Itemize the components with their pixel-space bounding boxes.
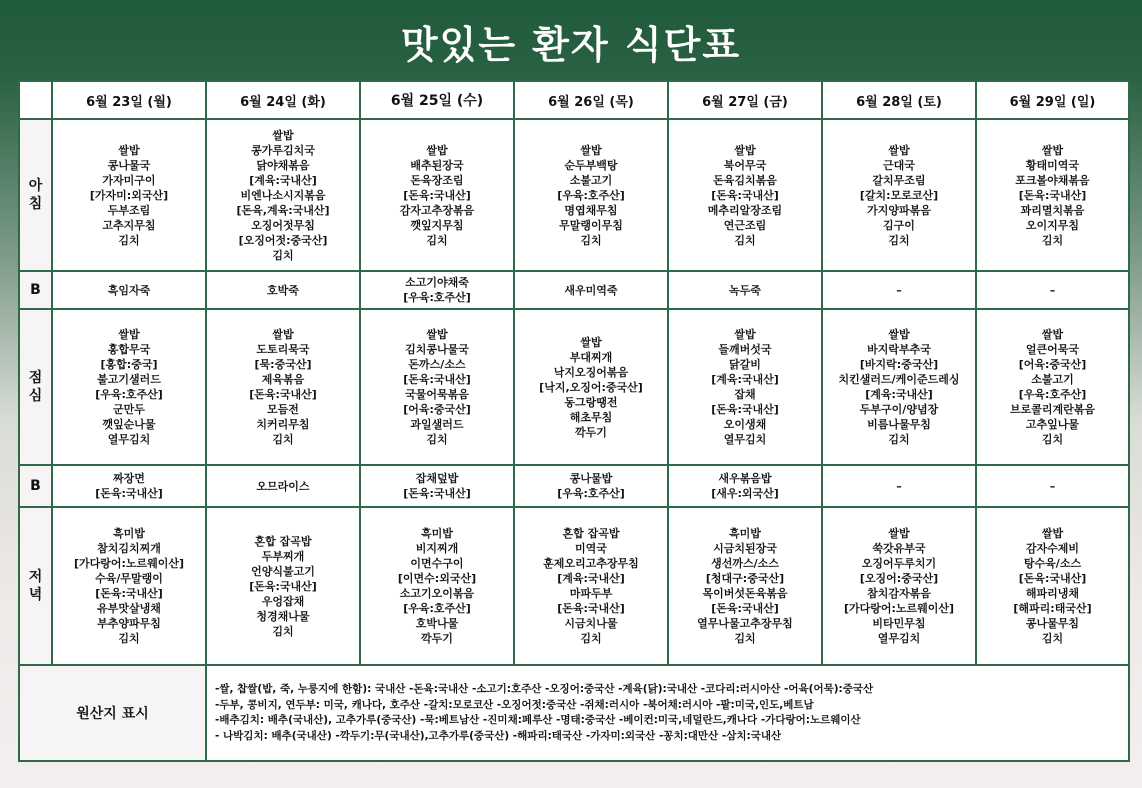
menu-item: [돈육:국내산]: [249, 388, 317, 401]
menu-item: 김치: [272, 624, 294, 638]
meal-label: [19, 465, 52, 507]
menu-item: [돈육:국내산]: [557, 602, 625, 615]
menu-item: 잡채덮밥: [415, 472, 459, 485]
origin-line: -두부, 콩비지, 연두부: 미국, 캐나다, 호주산 -갈치:모로코산 -오징어젓:중국산 -쥐채:러시아 -북어채:러시아 -팥:미국,인도,베트남: [215, 698, 814, 711]
menu-item: 돈육장조림: [410, 173, 464, 187]
menu-item: 시금치된장국: [713, 542, 777, 555]
menu-item: 호박나물: [415, 617, 459, 630]
menu-cell: [976, 507, 1129, 665]
menu-item: 잡채: [734, 388, 756, 401]
menu-cell: [52, 507, 206, 665]
meal-plan-table: [18, 80, 1130, 762]
menu-item: 갈치무조림: [872, 173, 926, 187]
menu-item: 부추양파무침: [97, 617, 161, 630]
menu-cell: [976, 271, 1129, 309]
meal-label-char: 점: [28, 370, 43, 386]
menu-cell: [206, 465, 360, 507]
menu-item: 탕수육/소스: [1023, 557, 1082, 570]
menu-item: 감자수제비: [1025, 542, 1080, 555]
menu-item: 돈까스/소스: [408, 358, 466, 371]
menu-item: 녹두죽: [729, 283, 761, 297]
menu-item: 새우미역죽: [564, 283, 618, 297]
menu-item: 쌀밥: [580, 143, 602, 157]
menu-cell: [360, 309, 514, 465]
menu-cell: [360, 119, 514, 271]
menu-item: 김치: [272, 433, 294, 446]
menu-item: 해초무침: [569, 410, 613, 424]
menu-item: 이면수구이: [410, 557, 464, 570]
page-title: 맛있는 환자 식단표: [400, 23, 742, 67]
menu-item: 미역국: [575, 542, 607, 555]
menu-item: 가자미구이: [102, 173, 156, 187]
menu-item: 쌀밥: [888, 143, 910, 157]
meal-label-char: 녁: [28, 587, 43, 603]
menu-item: 쌀밥: [426, 143, 448, 157]
menu-item: [해파리:태국산]: [1013, 602, 1092, 615]
menu-cell: [52, 309, 206, 465]
menu-item: [묵:중국산]: [254, 358, 312, 371]
menu-cell: [668, 119, 822, 271]
meal-row-snack-1: [19, 271, 1129, 309]
menu-item: 불고기샐러드: [97, 373, 161, 386]
menu-item: 쌀밥: [888, 328, 910, 341]
menu-item: 김치: [734, 233, 756, 247]
menu-cell: [360, 271, 514, 309]
menu-item: 오이생채: [723, 418, 767, 431]
menu-item: [돈육:국내산]: [403, 373, 471, 386]
menu-item: 얼큰어묵국: [1025, 343, 1080, 356]
menu-item: 김치: [1041, 433, 1064, 446]
menu-item: 김치: [1041, 233, 1064, 247]
meal-row-snack-2: [19, 465, 1129, 507]
menu-item: 호박죽: [267, 283, 299, 297]
menu-item: 깍두기: [575, 425, 607, 439]
meal-label-char: 저: [28, 569, 43, 585]
menu-cell: [822, 271, 976, 309]
menu-item: 쌀밥: [1041, 328, 1064, 341]
day-header: 6월 23일 (월): [52, 81, 206, 119]
meal-label-char: B: [30, 478, 41, 494]
menu-item: [청대구:중국산]: [705, 572, 785, 585]
menu-item: 김치: [888, 433, 910, 446]
menu-cell: [206, 271, 360, 309]
menu-item: 비엔나소시지볶음: [240, 188, 326, 202]
menu-cell: [52, 271, 206, 309]
menu-item: [가다랑어:노르웨이산]: [73, 557, 185, 570]
meal-label-char: B: [30, 282, 41, 298]
menu-item: 치커리무침: [256, 418, 310, 431]
origin-label: 원산지 표시: [19, 665, 206, 761]
menu-item: [계육:국내산]: [249, 173, 317, 187]
menu-item: 유부맛살냉채: [97, 602, 161, 615]
menu-item: 모듬전: [267, 403, 299, 416]
menu-item: 김치콩나물국: [405, 343, 469, 356]
menu-item: 메추리알장조림: [707, 203, 783, 217]
menu-item: 감자고추장볶음: [399, 203, 475, 217]
menu-item: 마파두부: [569, 587, 613, 600]
menu-item: 치킨샐러드/케이준드레싱: [838, 373, 960, 386]
menu-item: [갈치:모로코산]: [859, 188, 939, 202]
menu-item: 쌀밥: [272, 128, 294, 142]
menu-item: 김치: [426, 233, 448, 247]
menu-item: 열무김치: [877, 632, 921, 645]
menu-item: 제육볶음: [261, 373, 305, 386]
menu-item: 흑임자죽: [107, 283, 151, 297]
menu-item: 쑥갓유부국: [872, 542, 926, 555]
menu-item: [돈육:국내산]: [95, 487, 163, 500]
menu-item: [우육:호주산]: [403, 602, 471, 615]
menu-item: 오징어젓무침: [251, 218, 315, 232]
menu-item: [새우:외국산]: [711, 487, 779, 500]
menu-item: [계육:국내산]: [557, 572, 625, 585]
menu-item: 브로콜리계란볶음: [1009, 403, 1095, 416]
menu-cell: [976, 119, 1129, 271]
menu-item: 쌀밥: [1041, 143, 1064, 157]
origin-text: [206, 665, 1129, 761]
menu-item: 김치: [1041, 632, 1064, 645]
menu-item: 명엽채무침: [564, 203, 618, 217]
origin-line: -쌀, 찹쌀(밥, 죽, 누룽지에 한함): 국내산 -돈육:국내산 -소고기:호주산 -오징어:중국산 -계육(닭):국내산 -코다리:러시아산 -어육(어묵):중국산: [215, 683, 874, 695]
menu-item: [어육:중국산]: [403, 403, 471, 416]
menu-item: 가지양파볶음: [867, 203, 931, 217]
menu-item: [우육:호주산]: [557, 188, 625, 202]
menu-item: [돈육,계육:국내산]: [236, 203, 330, 217]
menu-item: 쌀밥: [272, 328, 294, 341]
menu-item: –: [1049, 479, 1056, 493]
menu-item: 새우볶음밥: [718, 472, 772, 485]
menu-item: 과일샐러드: [410, 418, 464, 431]
menu-item: 쌀밥: [1041, 527, 1064, 540]
menu-item: 꽈리멸치볶음: [1020, 203, 1085, 217]
menu-item: [돈육:국내산]: [403, 188, 471, 202]
menu-item: [돈육:국내산]: [711, 403, 779, 416]
meal-label-char: 심: [28, 388, 43, 404]
menu-item: 닭야채볶음: [256, 158, 310, 172]
menu-item: 소고기오이볶음: [399, 587, 475, 600]
menu-item: 쌀밥: [118, 143, 140, 157]
menu-item: 두부구이/양념장: [859, 403, 939, 416]
meal-row-breakfast: [19, 119, 1129, 271]
menu-item: [계육:국내산]: [711, 373, 779, 386]
menu-item: 혼합 잡곡밥: [562, 527, 620, 540]
menu-item: 시금치나물: [564, 617, 618, 630]
meal-label-char: 아: [28, 178, 43, 194]
meal-label: [19, 507, 52, 665]
menu-cell: [668, 309, 822, 465]
menu-item: 쌀밥: [426, 328, 448, 341]
menu-item: [낙지,오징어:중국산]: [539, 380, 643, 394]
menu-item: 해파리냉채: [1025, 587, 1080, 600]
menu-item: 닭갈비: [729, 358, 761, 371]
menu-item: 김치: [580, 632, 602, 645]
menu-item: 소불고기: [1031, 373, 1074, 386]
menu-item: 낙지오징어볶음: [553, 365, 629, 379]
menu-item: 두부찌개: [261, 549, 305, 563]
menu-item: 황태미역국: [1025, 158, 1080, 172]
menu-item: 쌀밥: [734, 143, 756, 157]
menu-item: 수육/무말랭이: [95, 572, 163, 585]
menu-item: 참치감자볶음: [867, 587, 931, 600]
menu-item: 부대찌개: [569, 350, 613, 364]
menu-item: 열무김치: [723, 433, 767, 446]
menu-item: [돈육:국내산]: [1018, 572, 1087, 585]
menu-item: [우육:호주산]: [403, 291, 471, 304]
menu-item: 김치: [580, 233, 602, 247]
menu-item: 순두부백탕: [564, 158, 618, 172]
menu-item: –: [1049, 283, 1056, 297]
menu-item: 국물어묵볶음: [405, 388, 469, 401]
menu-cell: [668, 507, 822, 665]
menu-item: 참치김치찌개: [97, 542, 161, 555]
menu-item: 연근조림: [723, 218, 767, 232]
origin-row: [19, 665, 1129, 761]
menu-cell: [668, 271, 822, 309]
meal-row-lunch: [19, 309, 1129, 465]
day-header: 6월 24일 (화): [206, 81, 360, 119]
menu-item: [돈육:국내산]: [249, 579, 317, 593]
day-header: 6월 29일 (일): [976, 81, 1129, 119]
menu-item: 바지락부추국: [867, 343, 931, 356]
menu-item: 동그랑땡전: [564, 395, 618, 409]
menu-cell: [206, 309, 360, 465]
menu-item: 북어무국: [723, 158, 767, 172]
menu-item: 김치: [118, 233, 140, 247]
menu-item: 쌀밥: [888, 527, 910, 540]
menu-item: 포크볼야채볶음: [1015, 173, 1090, 187]
menu-item: 오징어두루치기: [861, 557, 937, 570]
menu-item: 콩나물국: [107, 158, 151, 172]
menu-item: 쌀밥: [580, 335, 602, 349]
menu-cell: [514, 465, 668, 507]
menu-item: 오므라이스: [256, 479, 310, 493]
menu-item: 흑미밥: [421, 527, 453, 540]
menu-cell: [668, 465, 822, 507]
menu-item: 김치: [734, 632, 756, 645]
menu-item: 훈제오리고추장무침: [543, 557, 639, 570]
menu-item: 고추잎나물: [1025, 418, 1080, 431]
menu-item: [바지락:중국산]: [859, 358, 939, 371]
menu-item: 언양식불고기: [251, 564, 315, 578]
menu-item: [어육:중국산]: [1018, 358, 1087, 371]
header-row: [19, 81, 1129, 119]
menu-item: –: [896, 283, 902, 297]
menu-cell: [822, 507, 976, 665]
menu-item: 콩가루김치국: [251, 143, 315, 157]
menu-cell: [822, 309, 976, 465]
menu-item: 깻잎순나물: [102, 418, 156, 431]
menu-item: 깍두기: [421, 632, 453, 645]
menu-item: [우육:호주산]: [1018, 388, 1087, 401]
day-header: 6월 26일 (목): [514, 81, 668, 119]
menu-item: 김치: [888, 233, 910, 247]
menu-item: 흑미밥: [113, 527, 145, 540]
menu-item: 열무나물고추장무침: [697, 617, 793, 630]
meal-label: [19, 271, 52, 309]
menu-item: [오징어:중국산]: [859, 572, 939, 585]
menu-item: 생선까스/소스: [711, 557, 779, 570]
menu-item: [홍합:중국]: [100, 358, 158, 371]
menu-item: 배추된장국: [410, 158, 464, 172]
menu-item: 군만두: [113, 403, 145, 416]
menu-item: 목이버섯돈육볶음: [702, 587, 788, 600]
menu-cell: [514, 271, 668, 309]
menu-item: [이면수:외국산]: [397, 572, 477, 585]
menu-item: 들깨버섯국: [718, 343, 772, 356]
menu-item: 두부조림: [107, 203, 151, 217]
menu-item: [우육:호주산]: [95, 388, 163, 401]
menu-cell: [360, 507, 514, 665]
corner-cell: [19, 81, 52, 119]
menu-item: 근대국: [883, 158, 915, 172]
menu-cell: [206, 507, 360, 665]
menu-item: 깻잎지무침: [410, 218, 464, 232]
menu-item: 돈육김치볶음: [713, 173, 777, 187]
menu-cell: [52, 465, 206, 507]
menu-item: 김치: [272, 248, 294, 262]
menu-item: 우엉잡채: [261, 594, 305, 608]
menu-item: 김치: [118, 632, 140, 645]
menu-cell: [976, 465, 1129, 507]
menu-item: 소고기야채죽: [405, 276, 469, 289]
menu-item: 쌀밥: [118, 328, 140, 341]
menu-item: [돈육:국내산]: [711, 188, 779, 202]
menu-cell: [514, 309, 668, 465]
menu-item: 홍합무국: [107, 343, 151, 356]
meal-label: [19, 309, 52, 465]
origin-line: - 나박김치: 배추(국내산) -깍두기:무(국내산),고추가루(중국산) -해파리:태국산 -가자미:외국산 -꽁치:대만산 -삼치:국내산: [215, 729, 782, 742]
day-header: 6월 27일 (금): [668, 81, 822, 119]
menu-item: 소불고기: [569, 173, 613, 187]
menu-item: 김치: [426, 433, 448, 446]
menu-item: 오이지무침: [1025, 218, 1080, 232]
day-header: 6월 25일 (수): [360, 81, 514, 119]
menu-item: 비타민무침: [872, 617, 926, 630]
menu-item: [돈육:국내산]: [1018, 188, 1087, 202]
menu-item: 청경채나물: [256, 609, 310, 623]
menu-item: [돈육:국내산]: [403, 487, 471, 500]
menu-item: [돈육:국내산]: [95, 587, 163, 600]
menu-item: 비름나물무침: [867, 418, 931, 431]
menu-item: [오징어젓:중국산]: [238, 233, 328, 247]
menu-cell: [514, 507, 668, 665]
menu-item: 짜장면: [113, 472, 145, 485]
menu-item: –: [896, 479, 902, 493]
menu-item: 고추지무침: [102, 218, 156, 232]
menu-item: [우육:호주산]: [557, 487, 625, 500]
menu-cell: [976, 309, 1129, 465]
menu-item: 무말랭이무침: [559, 218, 623, 232]
menu-item: [가다랑어:노르웨이산]: [843, 602, 955, 615]
menu-cell: [360, 465, 514, 507]
menu-item: 쌀밥: [734, 328, 756, 341]
menu-item: 도토리묵국: [256, 343, 310, 356]
day-header: 6월 28일 (토): [822, 81, 976, 119]
menu-item: [계육:국내산]: [865, 388, 933, 401]
menu-cell: [822, 119, 976, 271]
menu-item: [가자미:외국산]: [89, 188, 169, 202]
meal-row-dinner: [19, 507, 1129, 665]
menu-item: 열무김치: [107, 433, 151, 446]
menu-cell: [206, 119, 360, 271]
menu-item: 김구이: [883, 218, 915, 232]
meal-label-char: 침: [28, 196, 43, 212]
menu-item: 혼합 잡곡밥: [254, 534, 312, 548]
menu-cell: [822, 465, 976, 507]
menu-cell: [514, 119, 668, 271]
menu-item: 비지찌개: [415, 542, 459, 555]
menu-cell: [52, 119, 206, 271]
menu-item: 콩나물밥: [569, 472, 613, 485]
menu-item: 콩나물무침: [1025, 617, 1080, 630]
meal-label: [19, 119, 52, 271]
menu-item: 흑미밥: [729, 527, 761, 540]
origin-line: -배추김치: 배추(국내산), 고추가루(중국산) -묵:베트남산 -진미채:페루산 -명태:중국산 -베이컨:미국,네덜란드,캐나다 -가다랑어:노르웨이산: [215, 714, 861, 726]
menu-item: [돈육:국내산]: [711, 602, 779, 615]
